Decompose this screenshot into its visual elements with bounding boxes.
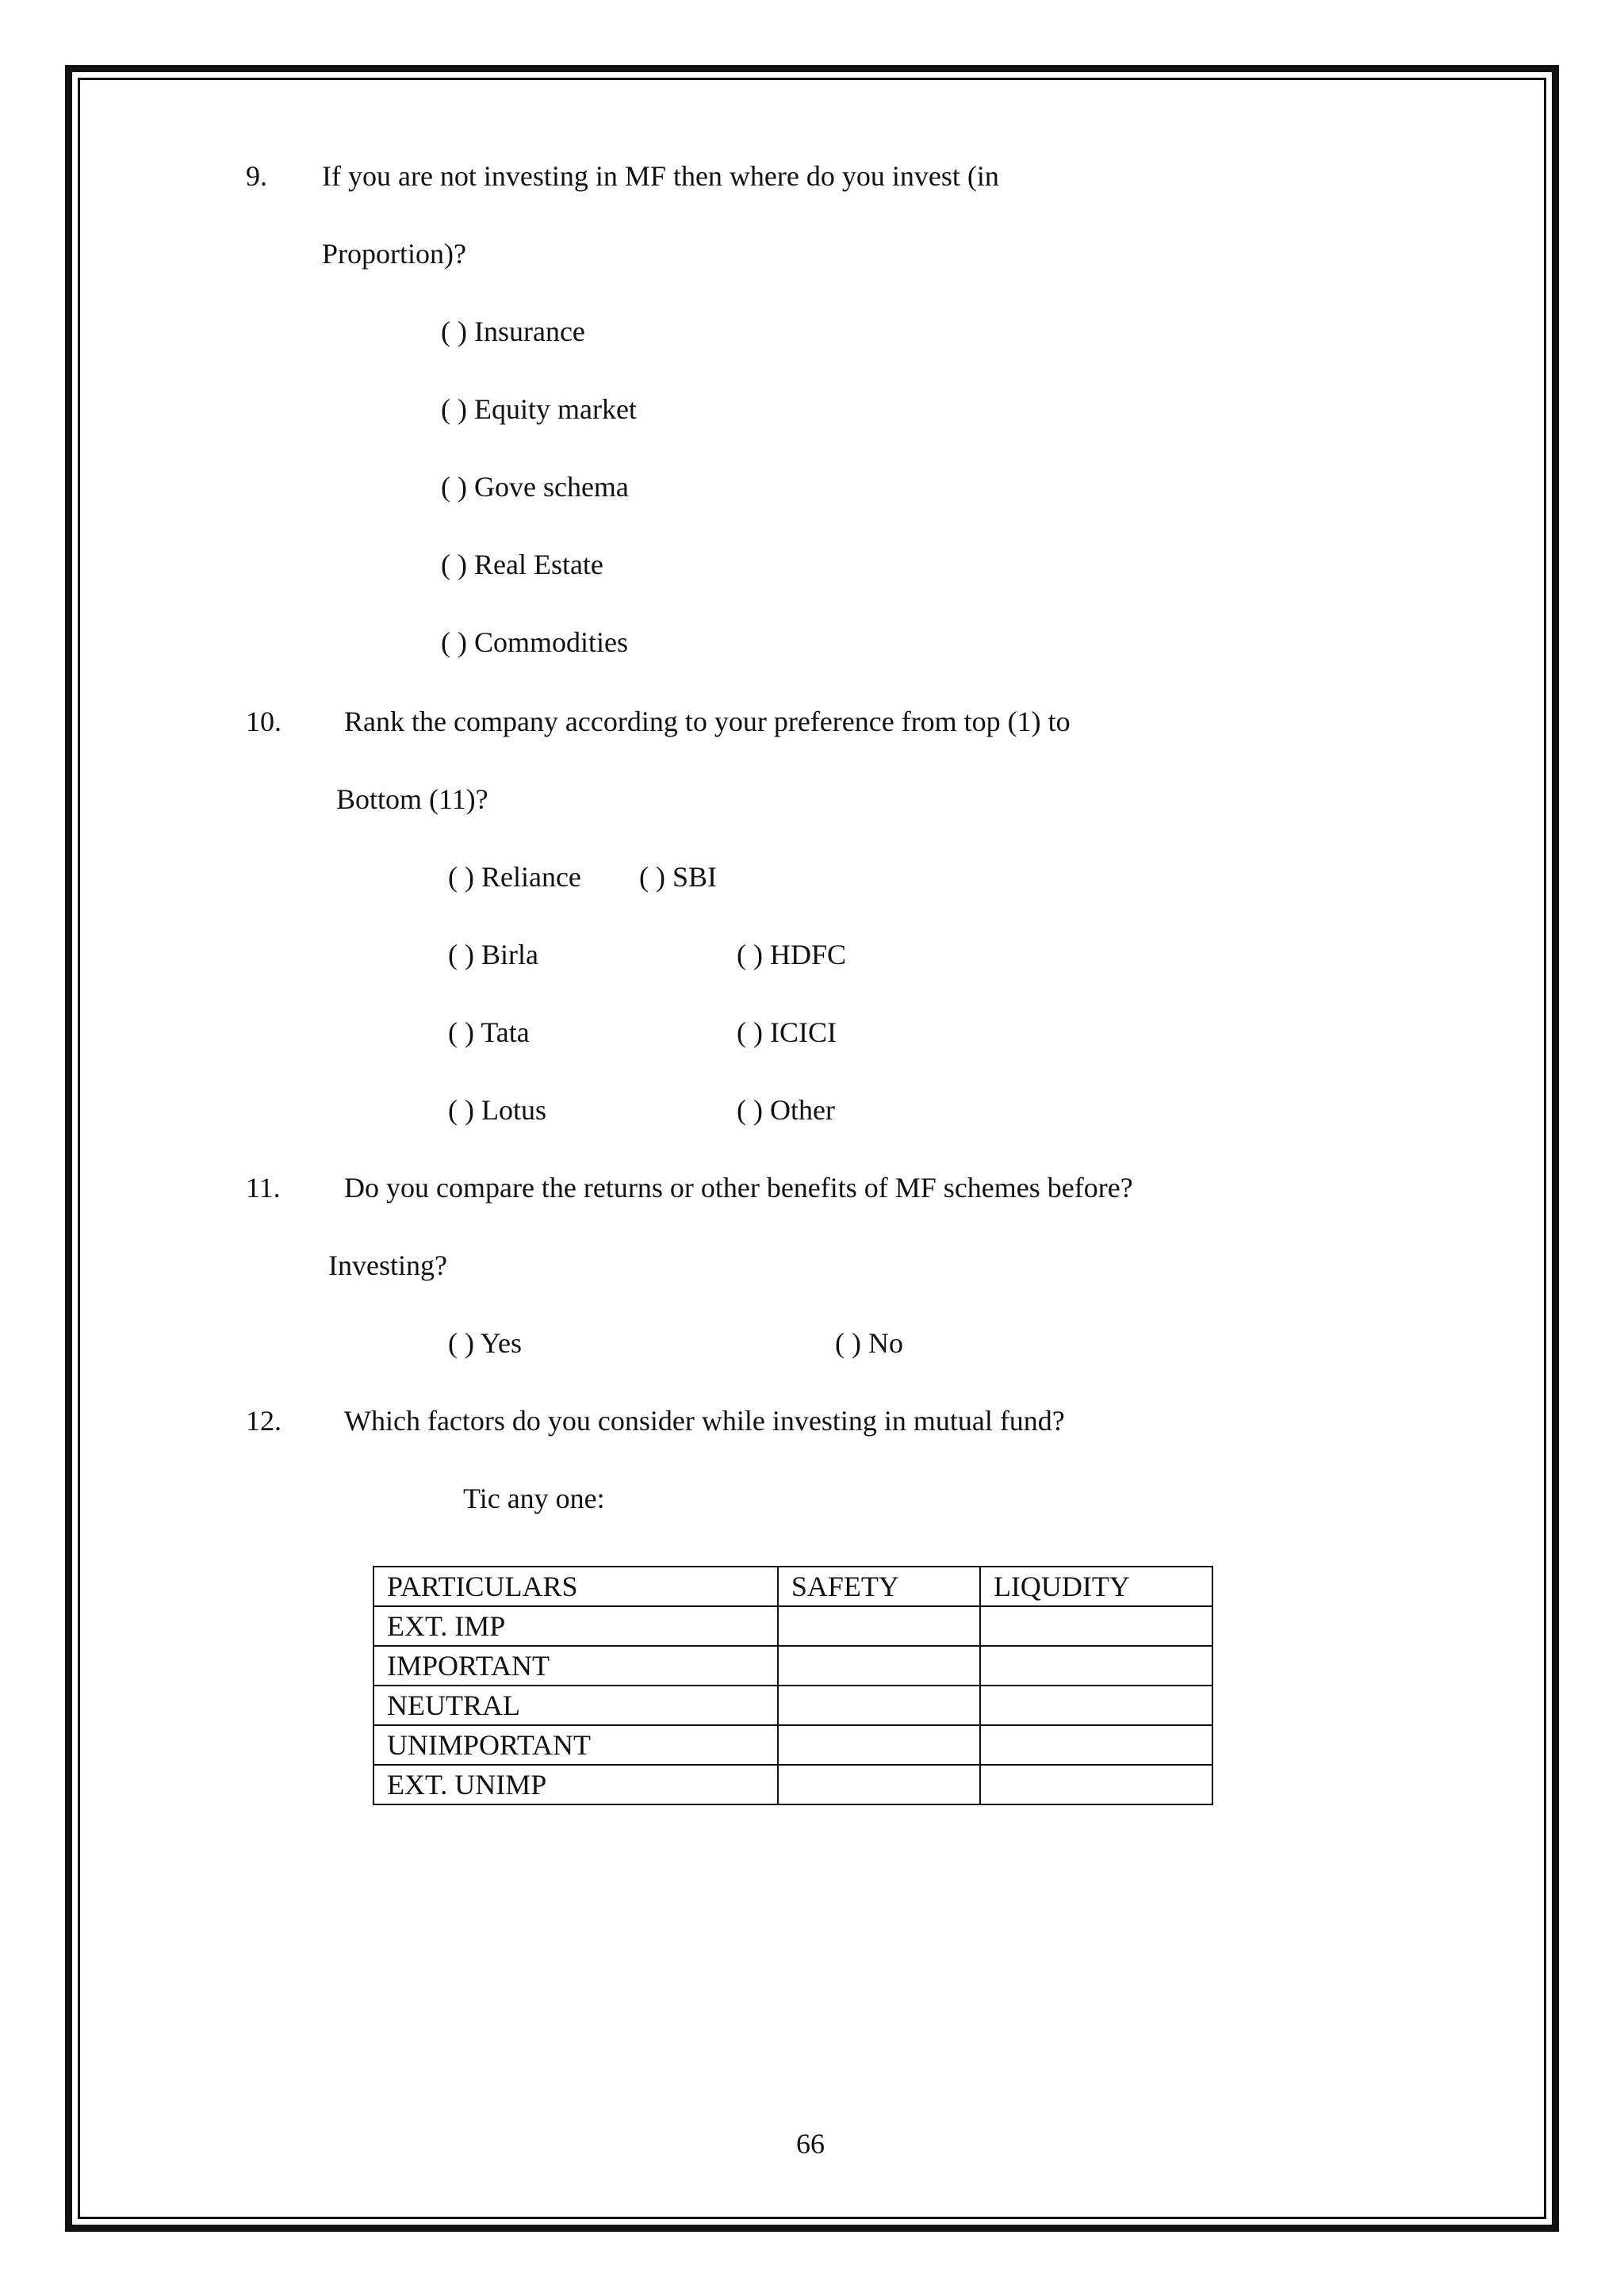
q9-option-insurance[interactable]: ( ) Insurance <box>441 316 585 347</box>
page-number: 66 <box>796 2128 825 2160</box>
liqudity-tick-cell[interactable] <box>980 1686 1212 1725</box>
q12-instruction: Tic any one: <box>463 1483 605 1514</box>
q12-text-line1: Which factors do you consider while investing in mutual fund? <box>344 1405 1065 1437</box>
table-row <box>373 1646 1212 1686</box>
q11-text-line2: Investing? <box>328 1249 447 1281</box>
header-safety: SAFETY <box>778 1567 980 1606</box>
header-liqudity: LIQUDITY <box>980 1567 1212 1606</box>
q10-option-birla[interactable]: ( ) Birla <box>448 939 538 970</box>
safety-tick-cell[interactable] <box>778 1686 980 1725</box>
liqudity-tick-cell[interactable] <box>980 1646 1212 1686</box>
q10-number: 10. <box>246 706 282 737</box>
safety-tick-cell[interactable] <box>778 1725 980 1765</box>
q10-option-lotus[interactable]: ( ) Lotus <box>448 1094 546 1126</box>
table-row <box>373 1765 1212 1804</box>
row-label: EXT. UNIMP <box>373 1765 778 1804</box>
liqudity-tick-cell[interactable] <box>980 1765 1212 1804</box>
q9-option-gove-schema[interactable]: ( ) Gove schema <box>441 471 629 503</box>
q10-option-reliance[interactable]: ( ) Reliance <box>448 861 581 893</box>
q10-text-line2: Bottom (11)? <box>336 783 488 815</box>
q10-text-line1: Rank the company according to your preference from top (1) to <box>344 706 1071 737</box>
table-row <box>373 1725 1212 1765</box>
q9-text-line2: Proportion)? <box>322 238 466 270</box>
row-label: EXT. IMP <box>373 1606 778 1646</box>
q10-option-icici[interactable]: ( ) ICICI <box>737 1016 837 1048</box>
header-particulars: PARTICULARS <box>373 1567 778 1606</box>
table-row <box>373 1686 1212 1725</box>
q10-option-tata[interactable]: ( ) Tata <box>448 1016 530 1048</box>
safety-tick-cell[interactable] <box>778 1646 980 1686</box>
q11-text-line1: Do you compare the returns or other benefits of MF schemes before? <box>344 1172 1133 1203</box>
liqudity-tick-cell[interactable] <box>980 1725 1212 1765</box>
row-label: UNIMPORTANT <box>373 1725 778 1765</box>
q10-option-sbi[interactable]: ( ) SBI <box>639 861 717 893</box>
table-row <box>373 1606 1212 1646</box>
q10-option-hdfc[interactable]: ( ) HDFC <box>737 939 847 970</box>
q11-option-yes[interactable]: ( ) Yes <box>448 1327 523 1359</box>
q9-number: 9. <box>246 160 267 192</box>
row-label: IMPORTANT <box>373 1646 778 1686</box>
q11-number: 11. <box>246 1172 281 1203</box>
q12-number: 12. <box>246 1405 282 1437</box>
page-border-inner <box>78 78 1546 2219</box>
safety-tick-cell[interactable] <box>778 1765 980 1804</box>
q9-option-commodities[interactable]: ( ) Commodities <box>441 626 628 658</box>
q9-text-line1: If you are not investing in MF then where do you invest (in <box>322 160 999 192</box>
q9-option-real-estate[interactable]: ( ) Real Estate <box>441 549 603 580</box>
row-label: NEUTRAL <box>373 1686 778 1725</box>
factors-table <box>373 1566 1213 1805</box>
liqudity-tick-cell[interactable] <box>980 1606 1212 1646</box>
table-header-row <box>373 1567 1212 1606</box>
q10-option-other[interactable]: ( ) Other <box>737 1094 835 1126</box>
q11-option-no[interactable]: ( ) No <box>835 1327 903 1359</box>
safety-tick-cell[interactable] <box>778 1606 980 1646</box>
q9-option-equity-market[interactable]: ( ) Equity market <box>441 393 637 425</box>
